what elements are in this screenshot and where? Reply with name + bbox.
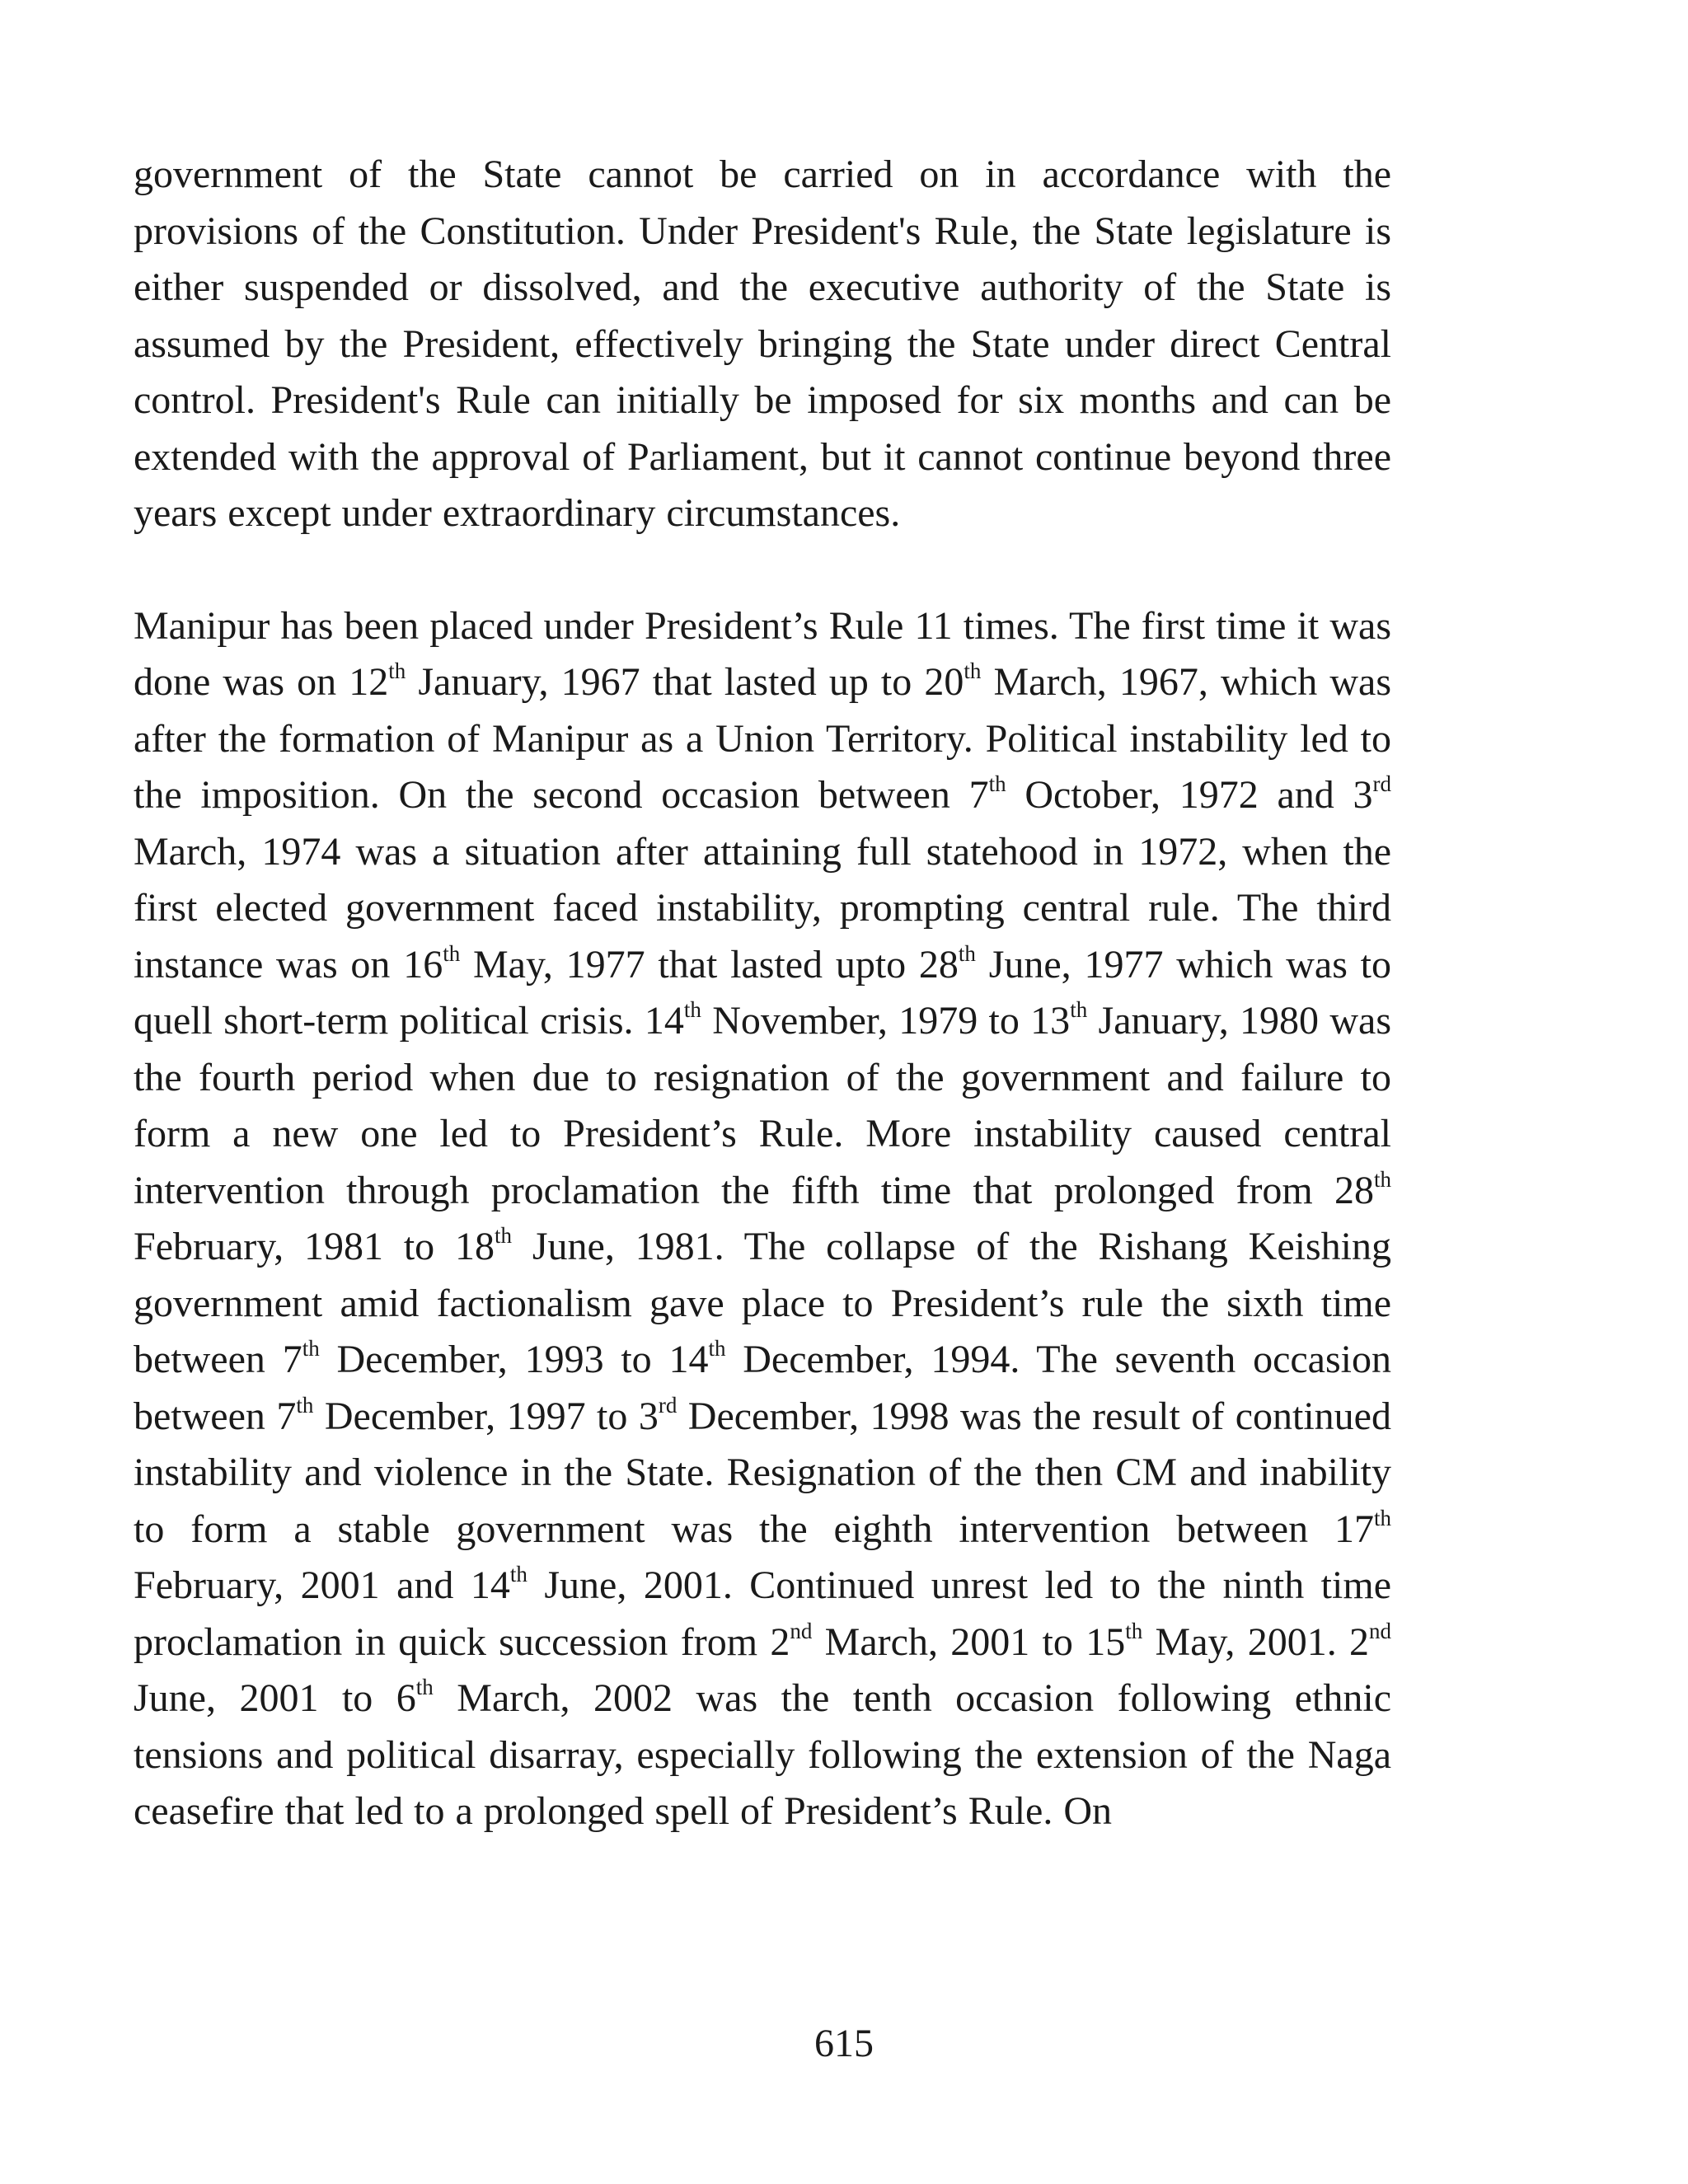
text-run: January, 1980 was the fourth period when due to resignation of the government and failure to form a new one led to President’s Rule. More instability caused central intervention through proclamation the fifth time that prolonged from 28 bbox=[134, 999, 1391, 1212]
ordinal-suffix: th bbox=[1070, 997, 1088, 1022]
ordinal-suffix: th bbox=[302, 1336, 320, 1361]
text-run: March, 2001 to 15 bbox=[812, 1619, 1126, 1664]
ordinal-suffix: th bbox=[415, 1675, 434, 1699]
ordinal-suffix: th bbox=[1373, 1505, 1391, 1530]
page-body bbox=[134, 147, 1391, 1840]
text-run: March, 2002 was the tenth occasion following ethnic tensions and political disarray, especially following the extension of the Naga ceasefire that led to a prolonged spell of President’s Rule. On bbox=[134, 1676, 1392, 1833]
paragraph bbox=[134, 598, 1391, 1840]
ordinal-suffix: nd bbox=[790, 1618, 813, 1643]
text-run: June, 1981. The collapse of the Rishang Keishing government amid factionalism gave place to President’s rule the sixth time between 7 bbox=[134, 1225, 1391, 1381]
ordinal-suffix: th bbox=[388, 658, 406, 683]
text-run: November, 1979 to 13 bbox=[701, 999, 1071, 1043]
text-run: December, 1998 was the result of continued instability and violence in the State. Resignation of the then CM and inability to form a stable government was the eighth intervention between 17 bbox=[134, 1394, 1391, 1551]
text-run: Manipur has been placed under President’s Rule 11 times. The first time it was done was on 12 bbox=[134, 603, 1391, 704]
ordinal-suffix: th bbox=[495, 1223, 513, 1248]
text-run: January, 1967 that lasted up to 20 bbox=[406, 660, 964, 704]
ordinal-suffix: th bbox=[988, 771, 1006, 796]
ordinal-suffix: th bbox=[443, 940, 461, 966]
text-run: February, 2001 and 14 bbox=[134, 1563, 510, 1607]
text-run: June, 2001 to 6 bbox=[134, 1676, 416, 1720]
ordinal-suffix: th bbox=[509, 1562, 528, 1586]
ordinal-suffix: nd bbox=[1369, 1618, 1392, 1643]
ordinal-suffix: th bbox=[296, 1392, 314, 1418]
page-number: 615 bbox=[814, 2022, 874, 2065]
ordinal-suffix: th bbox=[683, 997, 701, 1022]
text-run: June, 1977 which was to quell short-term political crisis. 14 bbox=[134, 942, 1392, 1043]
text-run: May, 1977 that lasted upto 28 bbox=[460, 942, 959, 987]
ordinal-suffix: th bbox=[964, 658, 982, 683]
ordinal-suffix: rd bbox=[1372, 771, 1392, 796]
text-run: March, 1967, which was after the formation of Manipur as a Union Territory. Political instability led to the imposition. On the second occasion between 7 bbox=[134, 660, 1392, 817]
ordinal-suffix: th bbox=[1373, 1166, 1391, 1192]
text-run: government of the State cannot be carried on in accordance with the provisions of the Constitution. Under President's Rule, the State legislature is either suspended or dissolved, and the executive authority of the State is assumed by the President, effectively bringing the State under direct Central control. President's Rule can initially be imposed for six months and can be extended with the approval of Parliament, but it cannot continue beyond three years except under extraordinary circumstances. bbox=[134, 152, 1391, 535]
text-run: December, 1994. The seventh occasion between 7 bbox=[134, 1338, 1391, 1438]
paragraph bbox=[134, 147, 1391, 542]
ordinal-suffix: rd bbox=[658, 1392, 678, 1418]
text-run: March, 1974 was a situation after attaining full statehood in 1972, when the first elected government faced instability, prompting central rule. The third instance was on 16 bbox=[134, 829, 1391, 987]
text-run: June, 2001. Continued unrest led to the ninth time proclamation in quick succession from 2 bbox=[134, 1563, 1391, 1664]
ordinal-suffix: th bbox=[708, 1336, 726, 1361]
text-run: October, 1972 and 3 bbox=[1006, 773, 1373, 817]
ordinal-suffix: th bbox=[1125, 1618, 1143, 1643]
text-run: December, 1993 to 14 bbox=[319, 1338, 709, 1381]
text-run: May, 2001. 2 bbox=[1142, 1619, 1370, 1664]
ordinal-suffix: th bbox=[958, 940, 976, 966]
text-run: December, 1997 to 3 bbox=[313, 1394, 659, 1438]
text-run: February, 1981 to 18 bbox=[134, 1225, 495, 1268]
